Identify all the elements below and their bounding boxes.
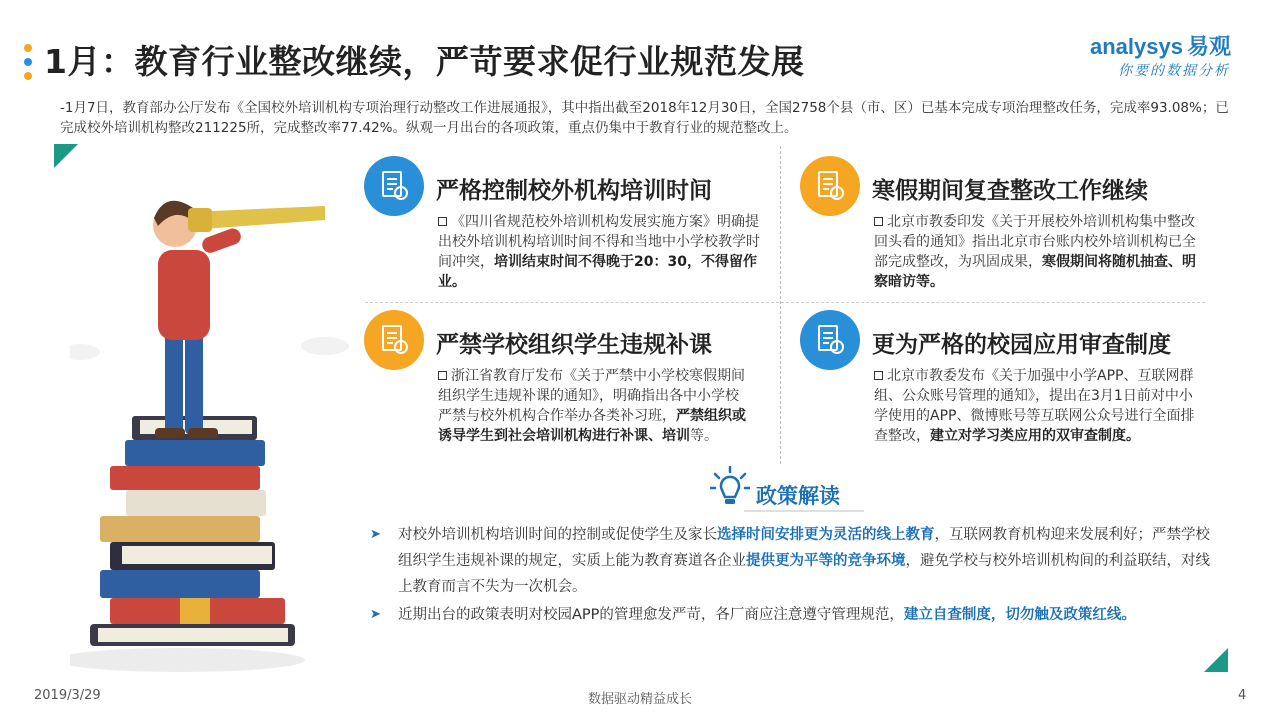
logo-brand: analysys 易观 bbox=[1090, 34, 1231, 59]
dot-icon bbox=[24, 72, 32, 80]
card-text: 北京市教委印发《关于开展校外培训机构集中整改回头看的通知》指出北京市台账内校外培训机构已全部完成整改，为巩固成果，寒假期间将随机抽查、明察暗访等。 bbox=[874, 214, 1196, 290]
policy-item: ➤ 近期出台的政策表明对校园APP的管理愈发严苛，各厂商应注意遵守管理规范，建立自查制度，切勿触及政策红线。 bbox=[370, 602, 1210, 628]
card-winter-recheck bbox=[800, 156, 1210, 296]
dot-icon bbox=[24, 44, 32, 52]
document-check-icon bbox=[800, 310, 860, 370]
card-illegal-tutoring bbox=[364, 310, 764, 460]
card-title: 更为严格的校园应用审查制度 bbox=[872, 332, 1171, 358]
logo-tagline: 你要的数据分析 bbox=[1118, 63, 1230, 79]
card-app-review bbox=[800, 310, 1210, 460]
square-bullet-icon bbox=[438, 217, 447, 226]
page-number: 4 bbox=[1238, 688, 1247, 703]
analysys-logo bbox=[1090, 30, 1260, 86]
card-text: 《四川省规范校外培训机构发展实施方案》明确提出校外培训机构培训时间不得和当地中小学校教学时间冲突，培训结束时间不得晚于20：30，不得留作业。 bbox=[438, 214, 760, 290]
footer-date: 2019/3/29 bbox=[34, 688, 101, 703]
square-bullet-icon bbox=[438, 371, 447, 380]
card-text: 浙江省教育厅发布《关于严禁中小学校寒假期间组织学生违规补课的通知》，明确指出各中小学校严禁与校外机构合作举办各类补习班，严禁组织或诱导学生到社会培训机构进行补课、培训等。 bbox=[438, 368, 746, 444]
card-text: 北京市教委发布《关于加强中小学APP、互联网群组、公众账号管理的通知》，提出在3月1日前对中小学使用的APP、微博账号等互联网公众号进行全面排查整改，建立对学习类应用的双审查制度。 bbox=[874, 368, 1195, 444]
footer-slogan: 数据驱动精益成长 bbox=[587, 692, 692, 707]
card-title: 严格控制校外机构培训时间 bbox=[436, 178, 712, 204]
title-dots bbox=[24, 44, 34, 84]
page-title: 1月：教育行业整改继续，严苛要求促行业规范发展 bbox=[44, 42, 805, 81]
card-title: 严禁学校组织学生违规补课 bbox=[436, 332, 712, 358]
corner-triangle-decoration bbox=[1204, 648, 1228, 672]
telescope-person-illustration bbox=[70, 140, 350, 680]
arrow-bullet-icon: ➤ bbox=[370, 607, 381, 622]
document-check-icon bbox=[800, 156, 860, 216]
arrow-bullet-icon: ➤ bbox=[370, 527, 381, 542]
square-bullet-icon bbox=[874, 371, 883, 380]
horizontal-divider bbox=[365, 302, 1205, 303]
vertical-divider bbox=[780, 146, 781, 464]
document-check-icon bbox=[364, 156, 424, 216]
card-training-time bbox=[364, 156, 764, 296]
policy-list bbox=[370, 522, 1210, 628]
dot-icon bbox=[24, 58, 32, 66]
lightbulb-icon bbox=[710, 466, 750, 508]
policy-underline bbox=[744, 510, 864, 512]
policy-title: 政策解读 bbox=[756, 484, 840, 508]
square-bullet-icon bbox=[874, 217, 883, 226]
policy-header bbox=[704, 464, 854, 510]
intro-paragraph: -1月7日，教育部办公厅发布《全国校外培训机构专项治理行动整改工作进展通报》，其中指出截至2018年12月30日，全国2758个县（市、区）已基本完成专项治理整改任务，完成率93.08%；已完成校外培训机构整改211225所，完成整改率77.42%。纵观一月出台的各项政策，重点仍集中于教育行业的规范整改上。 bbox=[60, 100, 1229, 136]
card-title: 寒假期间复查整改工作继续 bbox=[872, 178, 1148, 204]
document-check-icon bbox=[364, 310, 424, 370]
policy-item: ➤ 对校外培训机构培训时间的控制或促使学生及家长选择时间安排更为灵活的线上教育，互联网教育机构迎来发展利好；严禁学校组织学生违规补课的规定，实质上能为教育赛道各企业提供更为平等的竞争环境，避免学校与校外培训机构间的利益联结，对线上教育而言不失为一次机会。 bbox=[370, 522, 1210, 600]
